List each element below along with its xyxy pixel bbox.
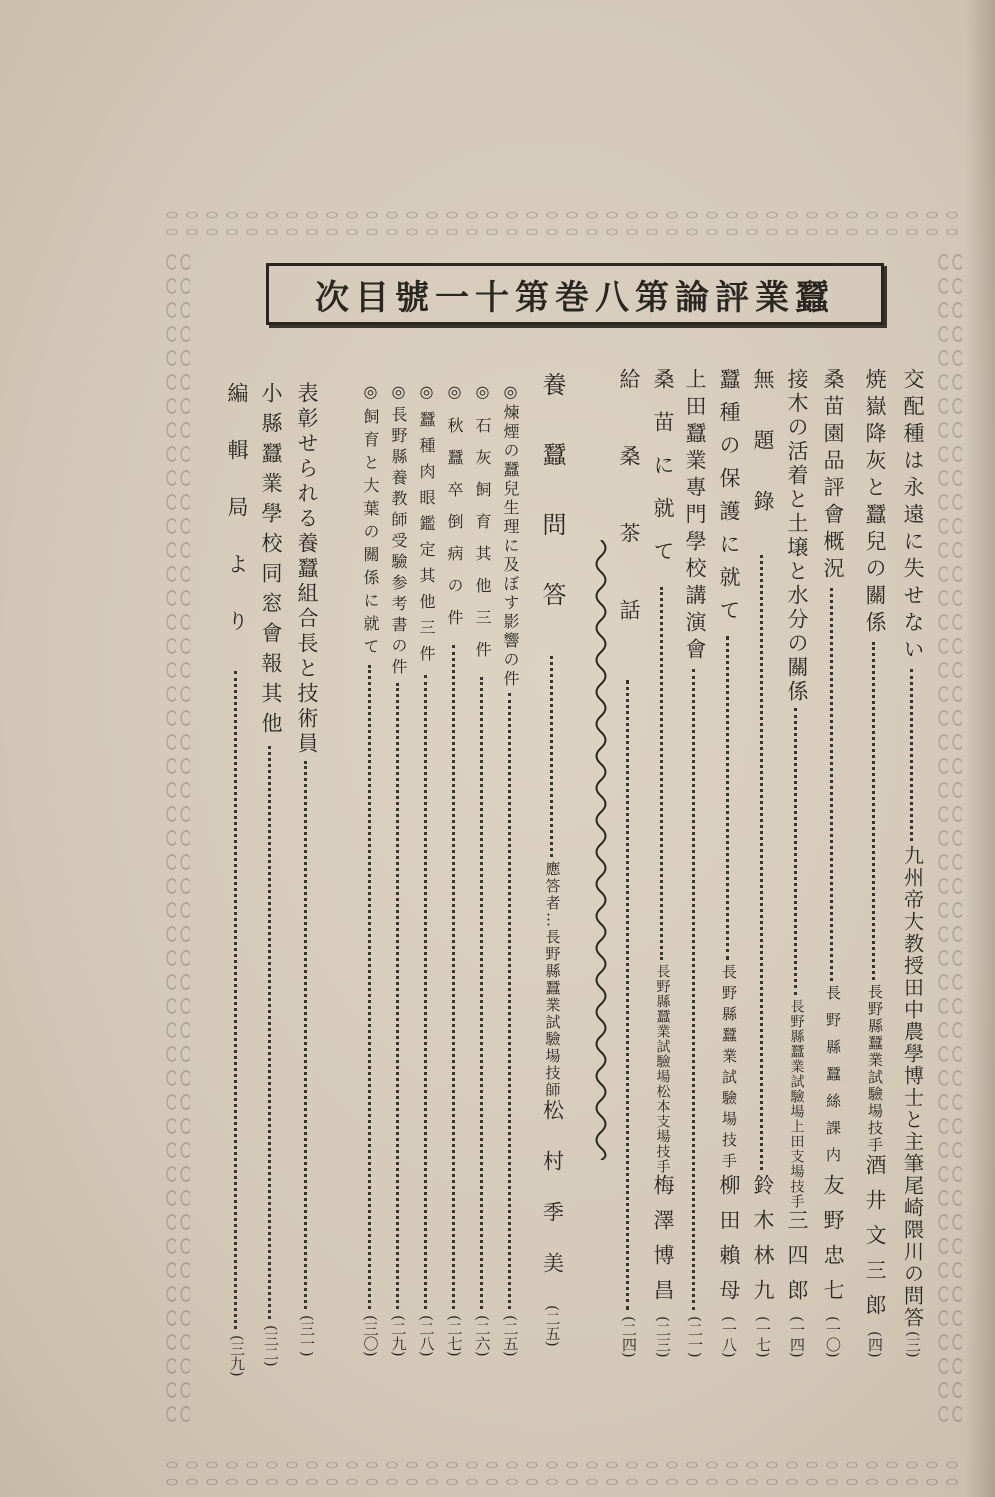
toc-entry-9 [618, 368, 639, 1358]
top-ornamental-border [162, 205, 962, 239]
qa-item-4 [418, 382, 434, 1357]
entry-title: 無題錄 [751, 368, 775, 551]
leader-dots [424, 675, 429, 1309]
entry-title: ◎石灰飼育其他三件 [473, 382, 492, 673]
leader-dots [452, 645, 457, 1309]
entry-title: ◎秋蠶卒倒病の件 [445, 382, 464, 641]
toc-entry-1 [902, 368, 923, 1358]
left-ornamental-border [162, 250, 190, 1430]
entry-name: 酒井文三郎 [863, 1154, 887, 1330]
toc-entry-3 [822, 368, 843, 1358]
entry-title: 蠶種の保護に就て [717, 368, 741, 632]
qa-item-1 [502, 382, 518, 1357]
entry-page: (三一) [298, 1315, 316, 1357]
leader-dots [304, 761, 309, 1309]
entry-author: 長野縣蠶業試驗場上田支場技手 [788, 999, 805, 1210]
entry-title: 表彰せられる養蠶組合長と技術員 [295, 382, 319, 757]
toc-entry-8 [652, 368, 673, 1358]
entry-page: (二九) [389, 1315, 408, 1357]
entry-author: 長野縣蠶業試驗場技手 [720, 964, 738, 1175]
entry-page: (一七) [754, 1316, 772, 1358]
leader-dots [550, 656, 555, 857]
wavy-divider [588, 540, 614, 1160]
entry-title: 給桑茶話 [617, 368, 641, 676]
entry-page: (二六) [473, 1315, 492, 1357]
entry-title: 焼嶽降灰と蠶兒の關係 [863, 368, 887, 638]
entry-page: (三二) [262, 1325, 280, 1367]
entry-title: ◎長野縣養教師受驗参考書の件 [389, 382, 408, 679]
toc-entry-qa [540, 372, 564, 1347]
toc-entry-4 [786, 368, 807, 1358]
entry-author: 長野縣蠶絲課内 [824, 985, 842, 1175]
entry-page: (二一) [686, 1316, 704, 1358]
toc-title: 蠶業評論第八巻第十一號目次 [315, 277, 835, 318]
entry-page: (二四) [620, 1316, 638, 1358]
entry-page: (四) [866, 1331, 884, 1358]
leader-dots [660, 587, 665, 960]
entry-author: 長野縣蠶業試驗場技手 [866, 984, 884, 1155]
entry-title: 小縣蠶業學校同窓會報其他 [259, 382, 283, 742]
entry-title: ◎蠶種肉眼鑑定其他三件 [417, 382, 436, 671]
entry-page: (二三) [654, 1316, 672, 1358]
leader-dots [726, 636, 731, 960]
entry-title: 養蠶問答 [538, 372, 566, 652]
entry-author: 應答者…長野縣蠶業試驗場技師 [543, 861, 562, 1100]
qa-item-5 [390, 382, 406, 1357]
entry-author: 長野縣蠶業試驗場松本支場技手 [654, 964, 671, 1175]
entry-name: 梅澤博昌 [651, 1174, 675, 1315]
entry-page: (二七) [445, 1315, 464, 1357]
qa-item-3 [446, 382, 462, 1357]
entry-title: 交配種は永遠に失せない [901, 368, 925, 665]
leader-dots [480, 677, 485, 1309]
entry-page: (一八) [720, 1316, 738, 1358]
toc-entry-alumni [260, 382, 281, 1367]
leader-dots [234, 671, 239, 1329]
leader-dots [626, 680, 631, 1310]
entry-title: 接木の活着と土壌と水分の關係 [785, 368, 809, 704]
leader-dots [508, 693, 513, 1309]
bottom-ornamental-border [162, 1455, 962, 1489]
entry-page: (一四) [788, 1316, 806, 1358]
toc-entry-6 [718, 368, 739, 1358]
entry-title: 桑苗園品評會概況 [821, 368, 845, 584]
entry-page: (二五) [543, 1305, 562, 1347]
entry-page: (二八) [417, 1315, 436, 1357]
qa-item-6 [362, 382, 378, 1357]
toc-entry-2 [864, 368, 885, 1358]
leader-dots [872, 642, 877, 980]
entry-page: (一〇) [824, 1316, 842, 1358]
right-ornamental-border [934, 250, 962, 1430]
entry-title: 上田蠶業專門學校講演會 [683, 368, 707, 665]
leader-dots [760, 555, 765, 1170]
page-spine-shadow [965, 0, 995, 1497]
leader-dots [910, 669, 915, 841]
toc-entry-award [296, 382, 317, 1357]
entry-author: 九州帝大教授田中農學博士と主筆尾崎隈川の問答 [900, 845, 925, 1330]
entry-name: 友野忠七 [821, 1174, 845, 1315]
qa-item-2 [474, 382, 490, 1357]
toc-entry-7 [684, 368, 705, 1358]
leader-dots [396, 683, 401, 1309]
leader-dots [794, 708, 799, 995]
entry-title: 桑苗に就て [651, 368, 675, 583]
entry-name: 松村季美 [540, 1099, 565, 1304]
leader-dots [268, 746, 273, 1319]
entry-page: (二五) [501, 1315, 520, 1357]
entry-name: 三四郎 [785, 1209, 809, 1315]
entry-name: 鈴木林九 [751, 1174, 775, 1315]
entry-name: 柳田賴母 [717, 1174, 741, 1315]
entry-title: ◎煉煙の蠶兒生理に及ぼす影響の件 [501, 382, 520, 689]
leader-dots [830, 588, 835, 981]
entry-title: ◎飼育と大葉の關係に就て [361, 382, 380, 661]
toc-entry-editorial [226, 382, 247, 1377]
toc-entry-5 [752, 368, 773, 1358]
entry-page: (三) [904, 1331, 922, 1358]
leader-dots [368, 665, 373, 1309]
toc-title-box [266, 263, 884, 325]
entry-page: (三九) [228, 1335, 246, 1377]
leader-dots [692, 669, 697, 1310]
entry-page: (三〇) [361, 1315, 380, 1357]
entry-title: 編輯局より [225, 382, 249, 667]
